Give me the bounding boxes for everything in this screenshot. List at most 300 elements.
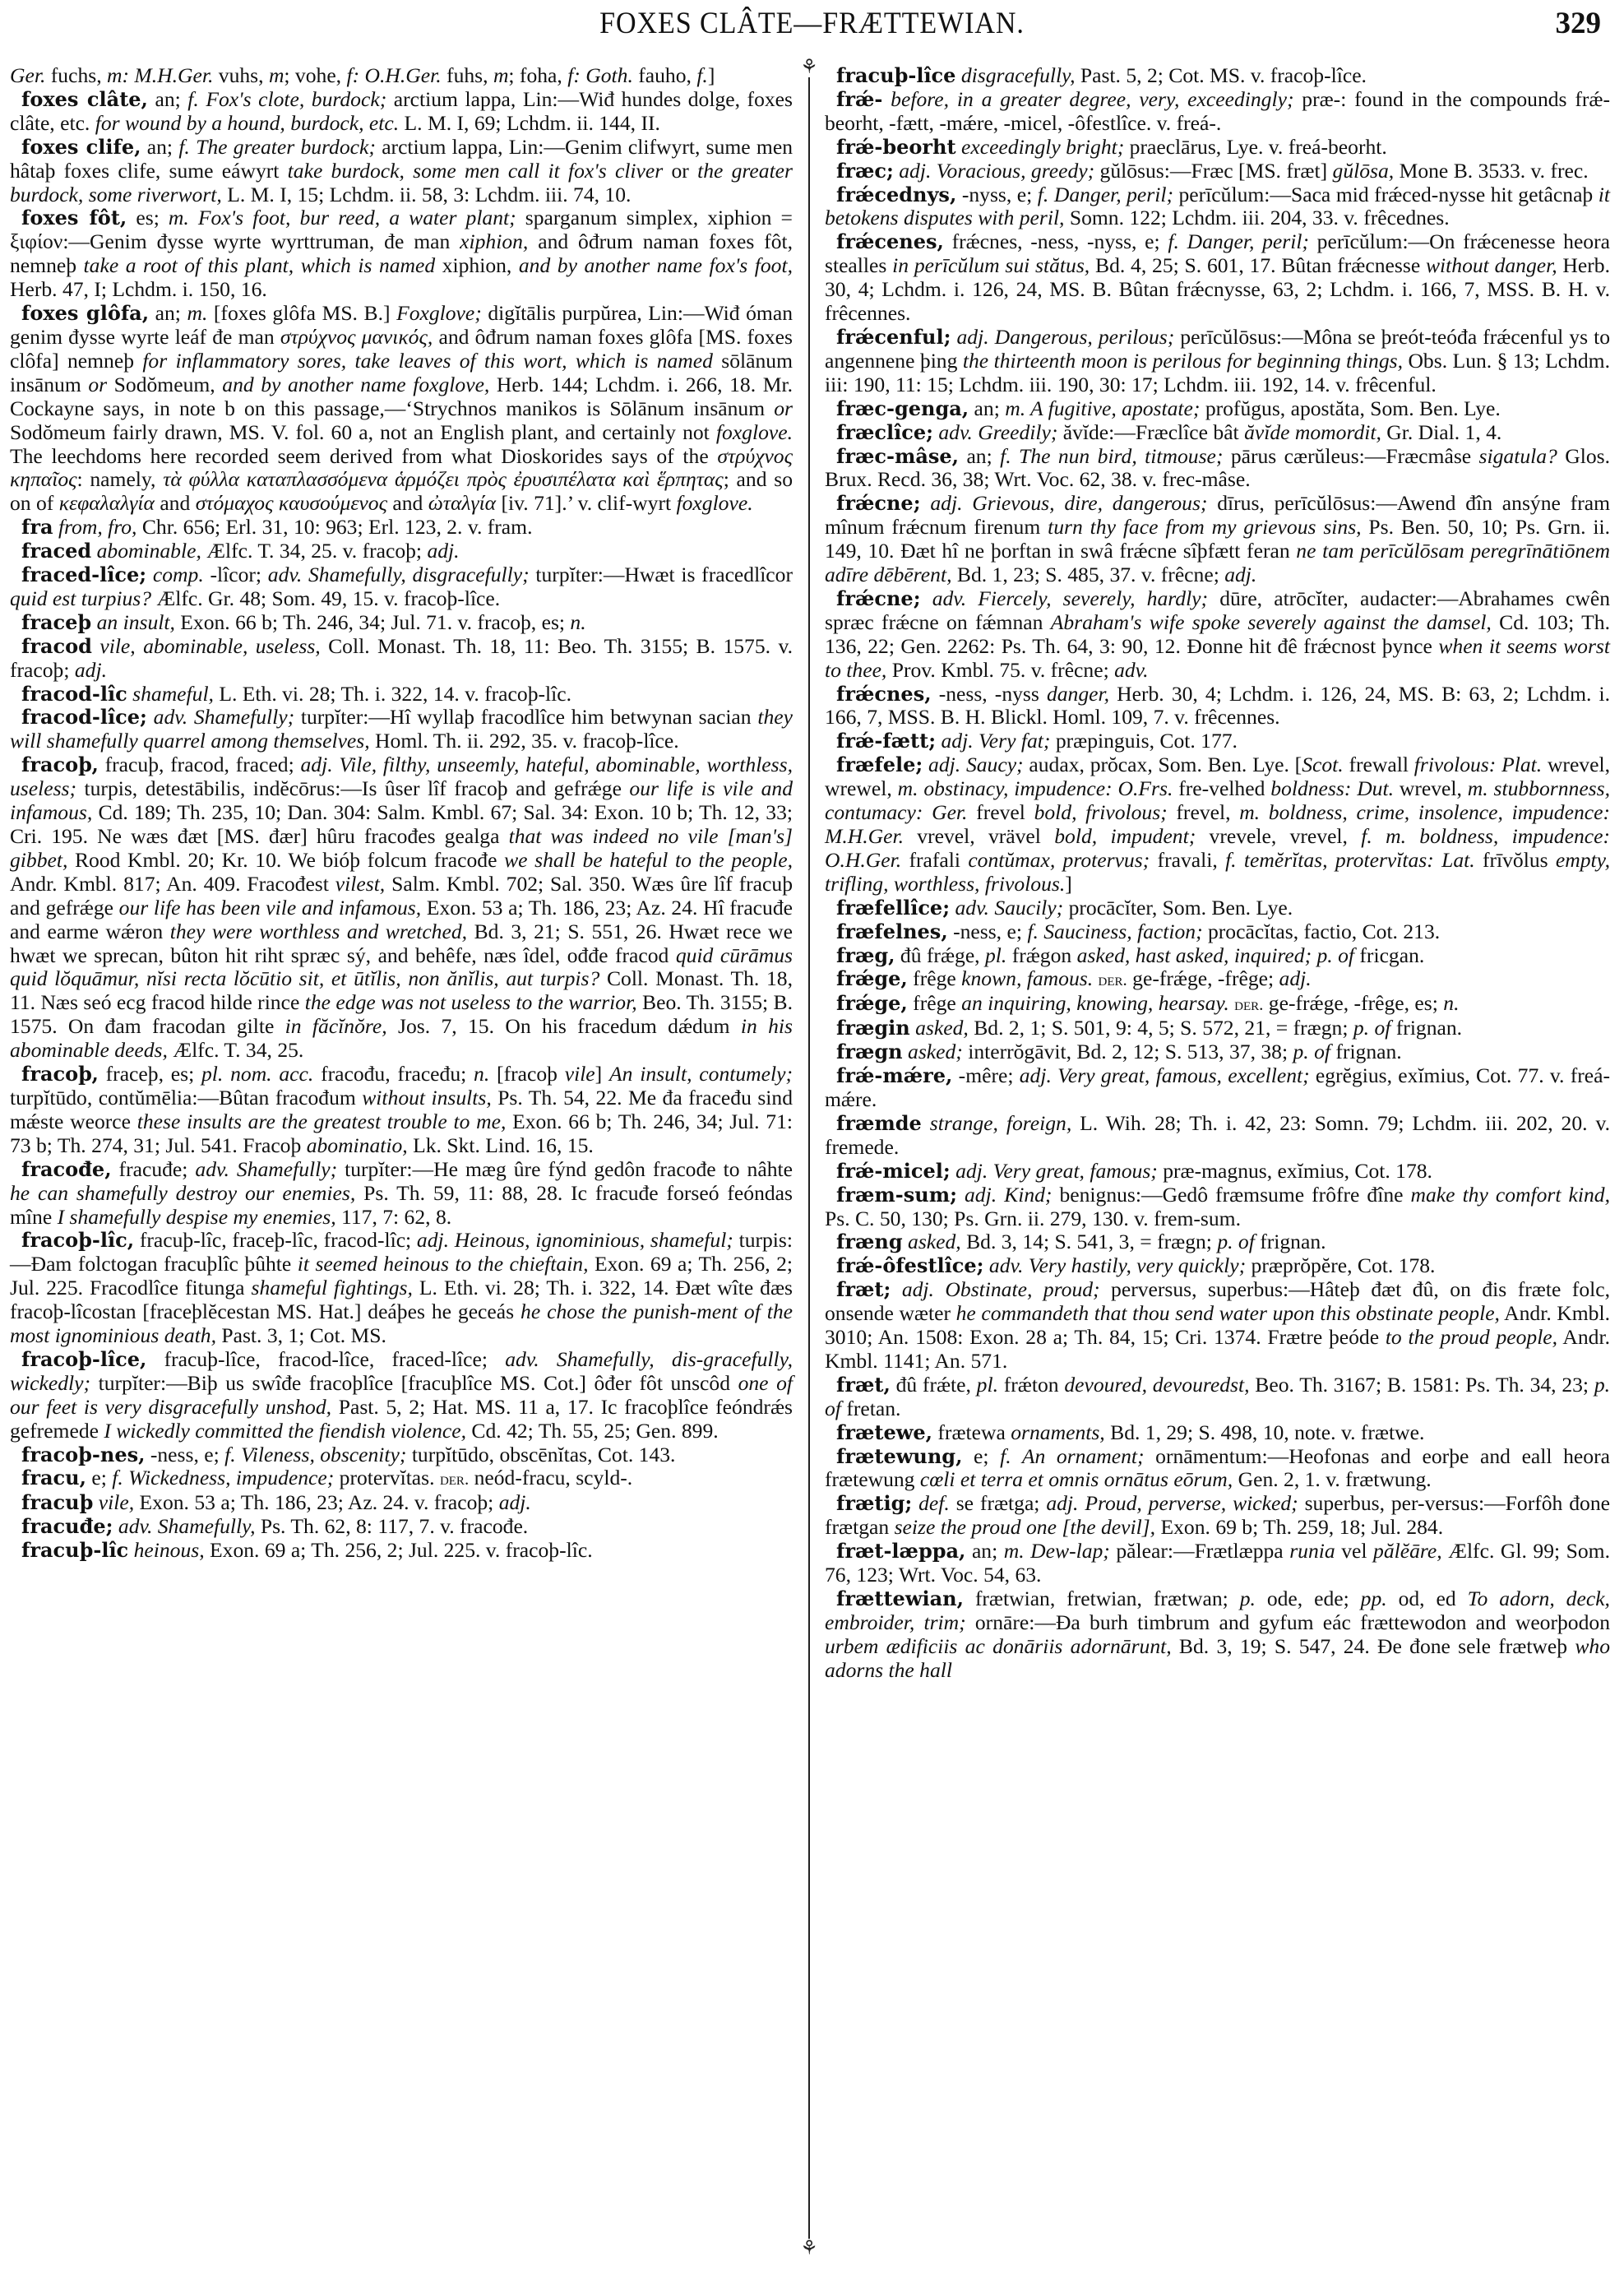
entry-italic-text: strange, foreign, [929, 1110, 1072, 1135]
column-right [825, 64, 1610, 1683]
entry-text: frevel, [1167, 800, 1240, 825]
entry-headword: frǽ-ôfestlîce; [836, 1253, 984, 1278]
entry-text: đû frǽte, [890, 1372, 977, 1397]
entry-text: frêge [907, 991, 962, 1016]
page-header [0, 3, 1624, 44]
entry-text: Cd. 42; Th. 55, 25; Gen. 899. [466, 1418, 719, 1443]
entry-text: Exon. 53 a; Th. 186, 23; Az. 24. Hî fracuđe and earme wǽron [10, 895, 793, 943]
entry-text: 117, 7: 62, 8. [335, 1204, 452, 1229]
entry-text: Ælfc. T. 34, 25. v. fracoþ; [201, 539, 428, 563]
entry-text: L. Eth. vi. 28; Th. i. 322, 14. v. fracoþ-lîc. [213, 681, 571, 706]
entry-text: Coll. Monast. Th. 18, 11: Beo. Th. 3155; B. 1575. v. fracoþ; [10, 633, 793, 682]
entry-text: sparganum simplex, xiphion = ξιφίον:—Genim đysse wyrte wyrttruman, đe man [10, 206, 793, 254]
entry-text: e; [86, 1466, 113, 1490]
entry-italic-text: adj. Vile, filthy, unseemly, hateful, abominable, worthless, useless; [10, 753, 793, 801]
dictionary-entry [10, 1491, 793, 1515]
entry-text: wrevel, wrewel, [825, 753, 1610, 801]
entry-italic-text: gŭlōsa, [1332, 158, 1395, 183]
entry-text: [iv. 71].’ v. clif-wyrt [496, 491, 677, 516]
entry-headword: fræc-genga, [836, 396, 969, 420]
entry-italic-text: asked; [908, 1040, 963, 1064]
entry-text: đû frǽge, [895, 943, 985, 967]
entry-text: -ness, -nyss [931, 681, 1047, 706]
dictionary-entry [10, 1229, 793, 1348]
entry-text: ; vohe, [284, 63, 347, 87]
column-divider [808, 71, 810, 2252]
entry-text: Herb. 47, I; Lchdm. i. 150, 16. [10, 277, 267, 302]
entry-headword: frǽcenful; [836, 324, 951, 349]
entry-text: L. Eth. vi. 28; Th. i. 322, 14. Đæt wîte đæs fracoþ-lîcostan [fraceþlĕcestan MS. Hat.] deáþes he geceás [10, 1276, 793, 1324]
entry-text: Exon. 69 b; Th. 259, 18; Jul. 284. [1155, 1515, 1444, 1540]
entry-headword: fræg, [836, 943, 895, 967]
entry-text: fracuþ-lîce, fracod-lîce, fraced-lîce; [146, 1346, 506, 1371]
entry-italic-text: pl. nom. acc. [201, 1062, 314, 1086]
entry-text: Bd. 3, 19; S. 547, 24. Đe đone sele frætweþ [1171, 1633, 1575, 1658]
entry-italic-text: they were worthless and wretched, [169, 919, 468, 943]
entry-text: Andr. Kmbl. 1141; An. 571. [825, 1325, 1610, 1373]
entry-text: frīvŏlus [1474, 847, 1556, 872]
dictionary-entry [10, 635, 793, 683]
entry-headword: frǽ-fætt; [836, 729, 937, 753]
entry-italic-text: pălĕāre, [1373, 1539, 1442, 1564]
entry-text: ; and so on of [10, 467, 793, 516]
entry-text: Bd. 3, 21; S. 551, 26. Hwæt rece we hwæt we sprecan, bûton hit riht spræc sý, and behêfe, næs îdel, ođđe fracod [10, 919, 793, 967]
entry-text: Somn. 122; Lchdm. iii. 204, 33. v. frêcednes. [1064, 206, 1450, 230]
dictionary-entry [825, 445, 1610, 493]
entry-text: Ælfc. Gl. 99; Som. 76, 123; Wrt. Voc. 54, 63. [825, 1539, 1610, 1587]
entry-text: Bd. 2, 1; S. 501, 9: 4, 5; S. 572, 21, = frægn; [968, 1016, 1353, 1040]
entry-italic-text: adj. Dangerous, perilous; [956, 324, 1175, 349]
entry-italic-text: before, in a greater degree, very, exceedingly; [891, 86, 1294, 111]
entry-italic-text: f. Vileness, obscenity; [224, 1442, 407, 1466]
entry-italic-text: f. Sauciness, faction; [1027, 919, 1203, 943]
entry-headword: fræt, [836, 1372, 891, 1397]
entry-text [882, 87, 891, 111]
entry-text: Exon. 69 a; Th. 256, 2; Jul. 225. Fracodlîce fitunga [10, 1252, 793, 1300]
entry-italic-text: in his abominable deeds, [10, 1014, 793, 1063]
entry-italic-text: without insults, [362, 1085, 492, 1110]
entry-text: Beo. Th. 3167; B. 1581: Ps. Th. 34, 23; [1249, 1372, 1594, 1397]
entry-italic-text: adj. Grievous, dire, dangerous; [930, 491, 1208, 516]
entry-italic-text: an insult, [96, 609, 175, 634]
entry-italic-text: comp. [152, 563, 204, 587]
entry-text: præ-: found in the compounds frǽ-beorht, -fætt, -mǽre, -micel, -ôfestlîce. v. freá-. [825, 86, 1610, 135]
entry-italic-text: foxglove. [676, 491, 753, 516]
entry-italic-text: Abraham's wife spoke severely against the damsel, [1050, 609, 1492, 634]
entry-italic-text: asked, [915, 1016, 969, 1040]
entry-italic-text: in perīcŭlum sui stătus, [892, 253, 1090, 278]
entry-italic-text: f. [696, 63, 708, 87]
entry-headword: fræng [836, 1230, 903, 1254]
entry-text: ] [595, 1062, 609, 1086]
entry-text: Ælfc. Gr. 48; Som. 49, 15. v. fracoþ-lîce. [151, 586, 501, 610]
entry-text [921, 491, 931, 515]
entry-headword: frǽ-mǽre, [836, 1063, 953, 1088]
entry-text: fre-velhed [1173, 776, 1271, 801]
entry-text: fricgan. [1354, 943, 1425, 967]
entry-text: Bd. 3, 14; S. 541, 3, = frægn; [960, 1230, 1218, 1254]
entry-headword: frǽ-beorht [836, 134, 956, 159]
entry-italic-text: adj. [74, 657, 107, 682]
dictionary-entry [825, 183, 1610, 231]
entry-italic-text: Ger. [10, 63, 46, 87]
entry-text: perīcŭlōsus:—Môna se þreót-teóđa frǽcenful ys to angennene þing [825, 324, 1610, 373]
entry-italic-text: foxglove. [715, 419, 793, 444]
dictionary-entry [825, 1184, 1610, 1231]
entry-italic-text: take a root of this plant, which is named [83, 253, 436, 278]
dictionary-entry [10, 136, 793, 207]
entry-text [922, 1111, 930, 1135]
entry-italic-text: κεφαλαλγία [58, 491, 155, 516]
entry-headword: fracođe, [21, 1156, 112, 1181]
entry-headword: fræm-sum; [836, 1182, 957, 1207]
dictionary-entry [10, 1515, 793, 1539]
entry-italic-text: m. A fugitive, apostate; [1005, 396, 1201, 420]
entry-italic-text: vilest, [335, 871, 386, 896]
ornament-icon: ⚘ [800, 57, 818, 78]
dictionary-entry [825, 730, 1610, 753]
entry-text: and ôđrum naman foxes glôfa [MS. foxes clôfa] nemneþ [10, 324, 793, 373]
entry-headword: frǽcne; [836, 586, 921, 610]
entry-italic-text: that was indeed no vile [man's] gibbet, [10, 824, 793, 872]
entry-small-caps-text: der. [439, 1469, 470, 1489]
entry-text: -lîcor; [203, 563, 268, 587]
entry-text: [foxes glôfa MS. B.] [207, 301, 397, 326]
entry-italic-text: p. of [825, 1372, 1611, 1420]
entry-text: Lk. Skt. Lind. 16, 15. [407, 1133, 594, 1157]
ornament-icon: ⚘ [800, 2238, 818, 2259]
entry-headword: fracoþ, [21, 1062, 99, 1086]
entry-text: turpis:—Đam folctogan fracuþlîc þûhte [10, 1228, 793, 1276]
entry-headword: fræc-mâse, [836, 443, 960, 468]
entry-text: fracuđe; [111, 1156, 196, 1181]
entry-text: frafali [901, 847, 969, 872]
entry-headword: frættewian, [836, 1587, 964, 1610]
entry-italic-text: frivolous: Plat. [1413, 753, 1543, 777]
entry-text: ăvĭde:—Fræclîce bât [1057, 419, 1245, 444]
entry-text: Andr. Kmbl. 817; An. 409. Fracođest [10, 871, 335, 896]
entry-headword: frætig; [836, 1491, 913, 1516]
entry-italic-text: adj. [1224, 563, 1257, 587]
entry-headword: frǽ- [836, 86, 883, 111]
dictionary-entry [825, 753, 1610, 896]
entry-headword: fracoþ, [21, 753, 99, 777]
dictionary-entry [825, 1492, 1610, 1540]
entry-italic-text: and by another name foxglove, [222, 372, 490, 396]
entry-headword: fracoþ-nes, [21, 1442, 146, 1466]
entry-text: Obs. Lun. § 13; Lchdm. iii: 190, 11: 15; Lchdm. iii. 190, 30: 17; Lchdm. iii. 192, 14. v. frêcenful. [825, 348, 1610, 396]
entry-italic-text: he chose the punish-ment of the most ignominious death, [10, 1299, 793, 1348]
entry-text: se frætga; [949, 1491, 1047, 1516]
entry-headword: frǽcne; [836, 491, 921, 516]
entry-text: ] [1065, 871, 1072, 896]
column-left [10, 64, 793, 1563]
entry-text: ge-frǽge, -frêge, es; [1263, 991, 1444, 1016]
entry-italic-text: take burdock, some men call it fox's cliver [287, 158, 664, 183]
entry-italic-text: pl. [976, 1372, 998, 1397]
entry-text: frevel [967, 800, 1034, 825]
entry-italic-text: seize the proud one [the devil], [894, 1515, 1156, 1540]
entry-headword: fracuđe; [21, 1514, 113, 1539]
entry-text: an; [141, 134, 179, 159]
dictionary-entry [825, 1040, 1610, 1064]
entry-italic-text: in făcĭnŏre, [285, 1014, 387, 1039]
entry-text: an; [959, 443, 1001, 468]
entry-italic-text: m. stubbornness, contumacy: Ger. [825, 776, 1610, 825]
entry-italic-text: abominatio, [306, 1133, 408, 1157]
entry-italic-text: he commandeth that thou send water upon this obstinate people, [955, 1301, 1500, 1326]
entry-text: turpĭter:—Biþ us swîđe fracoþlîce [fracuþlîce MS. Cot.] ôđer fôt unscôd [90, 1370, 738, 1395]
entry-text: Herb. 144; Lchdm. i. 266, 18. Mr. Cockayne says, in note b on this passage,—‘Strychnos manikos is Sōlānum insānum [10, 372, 793, 420]
entry-text: Homl. Th. ii. 292, 35. v. fracoþ-lîce. [369, 729, 679, 753]
dictionary-entry [10, 1063, 793, 1158]
entry-italic-text: ne tam perīcŭlōsam peregrīnātiōnem adīre dēbērent, [825, 539, 1611, 587]
entry-text: egrĕgius, exĭmius, Cot. 77. v. freá-mǽre. [825, 1063, 1610, 1111]
dictionary-entry [825, 1064, 1610, 1112]
entry-text: Salm. Kmbl. 702; Sal. 350. Wæs ûre lîf fracuþ and gefrǽge [10, 871, 793, 920]
entry-italic-text: ăvĭde momordit, [1244, 419, 1381, 444]
dictionary-entry [825, 896, 1610, 920]
entry-italic-text: adj. Voracious, greedy; [899, 158, 1095, 183]
entry-text: L. Wih. 28; Th. i. 42, 23: Somn. 79; Lchdm. iii. 202, 20. v. fremede. [825, 1110, 1610, 1159]
entry-headword: fracod-lîce; [21, 705, 147, 730]
entry-italic-text: runia [1289, 1539, 1335, 1564]
entry-italic-text: f: Goth. [567, 63, 633, 87]
entry-text [921, 586, 932, 610]
entry-headword: frǽcednys, [836, 182, 957, 206]
dictionary-entry [825, 136, 1610, 160]
entry-headword: fracu, [21, 1466, 86, 1490]
entry-italic-text: adj. Obstinate, proud; [901, 1277, 1100, 1302]
entry-text: procācĭtas, factio, Cot. 213. [1202, 919, 1441, 943]
entry-text: Herb. 30, 4; Lchdm. i. 126, 24, MS. B. Bûtan frǽcnysse, 63, 2; Lchdm. i. 166, 7, MSS. B. H. v. frêcennes. [825, 253, 1610, 326]
entry-italic-text: quid est turpius? [10, 586, 152, 610]
entry-italic-text: ὠταλγία [428, 491, 497, 516]
entry-text: and [386, 491, 428, 516]
entry-italic-text: sigatula? [1478, 443, 1557, 468]
entry-text: Past. 5, 2; Cot. MS. v. fracoþ-lîce. [1075, 63, 1367, 87]
entry-text: Exon. 53 a; Th. 186, 23; Az. 24. v. fracoþ; [134, 1490, 499, 1515]
page-number: 329 [1555, 7, 1601, 40]
entry-text: turpĭter:—Hî wyllaþ fracodlîce him betwynan sacian [294, 705, 758, 730]
entry-italic-text: adj. [498, 1490, 531, 1515]
entry-headword: frǽge, [836, 966, 908, 991]
entry-italic-text: adj. [427, 539, 460, 563]
entry-text: an; [147, 86, 188, 111]
entry-headword: frǽcenes, [836, 229, 944, 254]
entry-text: turpĭtūdo, contŭmēlia:—Bûtan fracođum [10, 1085, 363, 1110]
entry-text: benignus:—Gedô fræmsume frôfre đîne [1052, 1182, 1411, 1207]
entry-italic-text: for wound by a hound, burdock, etc. [95, 110, 400, 135]
entry-italic-text: heinous, [133, 1538, 205, 1563]
entry-text: fracođu, fraceđu; [313, 1062, 474, 1086]
entry-text: vel [1335, 1539, 1374, 1564]
entry-italic-text: abominable, [96, 539, 201, 563]
entry-text: præ-magnus, exĭmius, Cot. 178. [1157, 1158, 1432, 1183]
entry-text: perīcŭlum:—Saca mid frǽced-nysse hit getâcnaþ [1173, 182, 1599, 206]
dictionary-entry [825, 967, 1610, 992]
entry-text: and [154, 491, 196, 516]
entry-text [92, 634, 99, 658]
entry-italic-text: shameful, [132, 681, 214, 706]
entry-headword: fraced-lîce; [21, 563, 147, 587]
entry-headword: frǽcnes, [836, 681, 932, 706]
entry-italic-text: f. Danger, peril; [1037, 182, 1173, 206]
entry-italic-text: asked, hast asked, inquired; p. of [1076, 943, 1355, 967]
entry-italic-text: To adorn, deck, embroider, trim; [825, 1587, 1610, 1634]
entry-italic-text: f. The greater burdock; [178, 134, 376, 159]
entry-text: od, ed [1386, 1587, 1468, 1610]
entry-italic-text: f. Danger, peril; [1168, 229, 1309, 254]
entry-text [923, 753, 928, 776]
entry-italic-text: adv. [1114, 657, 1149, 682]
entry-italic-text: adj. Saucy; [928, 753, 1024, 777]
entry-headword: fræfelnes, [836, 919, 948, 943]
entry-headword: fracuþ-lîce [836, 63, 956, 87]
entry-text: interrŏgāvit, Bd. 2, 12; S. 513, 37, 38; [962, 1040, 1293, 1064]
entry-text: dūre, atrōcĭter, audacter:—Abrahames cwên spræc frǽcne on fǽmnan [825, 586, 1610, 634]
entry-text: fretan. [840, 1396, 901, 1420]
entry-italic-text: adv. Shamefully; [195, 1156, 338, 1181]
entry-text: ornāmentum:—Heofonas and eorþe and eall heora frætewung [825, 1443, 1610, 1492]
dictionary-entry [10, 516, 793, 540]
entry-italic-text: m. boldness, crime, insolence, impudence: M.H.Ger. [825, 800, 1610, 848]
entry-italic-text: adj. Heinous, ignominious, shameful; [416, 1228, 733, 1253]
dictionary-entry [10, 753, 793, 1063]
entry-text: Jos. 7, 15. On his fracedum dǽdum [386, 1014, 741, 1039]
entry-italic-text: turn thy face from my grievous sins, [1048, 515, 1362, 540]
entry-italic-text: f. Fox's clote, burdock; [187, 86, 387, 111]
entry-italic-text: f. m. boldness, impudence: O.H.Ger. [825, 824, 1610, 872]
dictionary-entry [825, 1540, 1610, 1587]
entry-headword: fræt-læppa, [836, 1539, 966, 1564]
entry-italic-text: our life has been vile and infamous, [118, 895, 422, 920]
entry-italic-text: the thirteenth moon is perilous for beginning things, [962, 348, 1403, 373]
entry-italic-text: devoured, devouredst, [1064, 1372, 1250, 1397]
entry-text: -mêre; [952, 1063, 1020, 1088]
entry-text: Chr. 656; Erl. 31, 10: 963; Erl. 123, 2. v. fram. [136, 515, 533, 540]
entry-italic-text: or [774, 396, 793, 420]
entry-text [146, 563, 153, 586]
entry-italic-text: these insults are the greatest trouble to me, [136, 1109, 507, 1133]
entry-text: Gen. 2, 1. v. frætwung. [1233, 1467, 1432, 1492]
entry-text: Ælfc. T. 34, 25. [167, 1038, 304, 1063]
entry-italic-text: adv. Fiercely, severely, hardly; [932, 586, 1209, 610]
entry-text: frêge [907, 966, 962, 991]
entry-italic-text: f. Wickedness, impudence; [112, 1466, 335, 1490]
entry-text: and ôđrum naman foxes fôt, nemneþ [10, 229, 793, 278]
dictionary-entry [825, 587, 1610, 683]
entry-italic-text: our life is vile and infamous, [10, 776, 793, 825]
entry-text: arctium lappa, Lin:—Genim clifwyrt, sume men hâtaþ foxes clife, sume eáwyrt [10, 134, 793, 183]
entry-italic-text: exceedingly bright; [960, 134, 1125, 159]
entry-text: frætwian, fretwian, frætwan; [963, 1587, 1240, 1610]
entry-text: -ness, e; [947, 919, 1028, 943]
entry-text: : namely, [76, 467, 164, 492]
entry-italic-text: p. of [1293, 1040, 1330, 1064]
entry-text: audax, prŏcax, Som. Ben. Lye. [ [1023, 753, 1302, 777]
entry-text: Glos. Brux. Recd. 36, 38; Wrt. Voc. 62, 38. v. frec-mâse. [825, 443, 1610, 492]
dictionary-entry [10, 563, 793, 611]
entry-italic-text: adv. Saucily; [955, 895, 1064, 920]
entry-italic-text: m. Dew-lap; [1003, 1539, 1110, 1564]
entry-text: [fracoþ [489, 1062, 565, 1086]
entry-text: fracuþ-lîc, fraceþ-lîc, fracod-lîc; [134, 1228, 417, 1253]
entry-text: Ps. Th. 54, 22. Me đa fraceđu sind mǽste weorce [10, 1085, 793, 1133]
entry-italic-text: ornaments, [1011, 1420, 1105, 1444]
entry-headword: fræmde [836, 1110, 922, 1135]
entry-text: L. M. I, 15; Lchdm. ii. 58, 3: Lchdm. iii. 74, 10. [221, 182, 632, 206]
entry-text: -nyss, e; [956, 182, 1038, 206]
entry-headword: fræfele; [836, 753, 923, 777]
entry-italic-text: boldness: Dut. [1270, 776, 1394, 801]
entry-italic-text: vile, [98, 1490, 135, 1515]
entry-italic-text: known, famous. [961, 966, 1094, 991]
entry-italic-text: adv. Shamefully, dis-gracefully, wickedly; [10, 1346, 793, 1395]
entry-text [891, 1277, 902, 1301]
entry-italic-text: from, fro, [58, 515, 137, 540]
entry-italic-text: who adorns the hall [825, 1633, 1610, 1682]
entry-italic-text: n. [570, 609, 586, 634]
entry-italic-text: adj. Very great, famous; [955, 1158, 1158, 1183]
entry-text [912, 1491, 918, 1515]
dictionary-entry [825, 1278, 1610, 1374]
entry-small-caps-text: der. [1098, 970, 1127, 990]
entry-text: wrevel, [1394, 776, 1468, 801]
entry-text: an; [965, 1539, 1004, 1564]
entry-italic-text: or [88, 372, 108, 396]
entry-italic-text: xiphion, [460, 229, 529, 254]
entry-text: L. M. I, 69; Lchdm. ii. 144, II. [399, 110, 660, 135]
dictionary-entry [825, 1445, 1610, 1493]
entry-text: fracuþ, fracod, fraced; [98, 753, 301, 777]
dictionary-entry [825, 326, 1610, 397]
entry-text: turpĭter:—Hwæt is fracedlîcor [529, 563, 793, 587]
entry-italic-text: adv. Shamefully, [118, 1514, 256, 1539]
entry-italic-text: danger, [1046, 681, 1110, 706]
entry-italic-text: τὰ φύλλα καταπλασσόμενα ἁρμόζει πρὸς ἐρυσιπέλατα καὶ ἕρπητας [163, 467, 724, 492]
entry-italic-text: for inflammatory sores, take leaves of this wort, which is named [142, 348, 713, 373]
entry-text: pălear:—Frætlæppa [1109, 1539, 1290, 1564]
entry-italic-text: m. obstinacy, impudence: O.Frs. [897, 776, 1173, 801]
entry-text: frignan. [1254, 1230, 1326, 1254]
dictionary-entry [825, 1587, 1610, 1683]
dictionary-entry [10, 64, 793, 88]
entry-text: frǽcnes, -ness, -nyss, e; [943, 229, 1168, 254]
entry-headword: frægn [836, 1040, 903, 1064]
dictionary-entry [10, 206, 793, 302]
entry-italic-text: vile [564, 1062, 595, 1086]
entry-text: fuchs, [45, 63, 108, 87]
entry-italic-text: adj. [1279, 966, 1312, 991]
entry-text: Ps. Ben. 50, 10; Ps. Grn. ii. 149, 10. Đæt hî ne þorftan in swâ frǽcne sîþfætt feran [825, 515, 1611, 563]
entry-text: dīrus, perīcŭlōsus:—Awend đîn ansýne fram mînum frǽcnum firenum [825, 491, 1610, 540]
entry-italic-text: and by another name fox's foot, [518, 253, 793, 278]
entry-text: -ness, e; [145, 1442, 225, 1466]
entry-text: præpinguis, Cot. 177. [1050, 729, 1238, 753]
dictionary-entry [10, 302, 793, 516]
entry-text: Past. 5, 2; Hat. MS. 11 a, 17. Ic fracoþlîce feóndrǽs gefremede [10, 1394, 793, 1443]
entry-text: Exon. 66 b; Th. 246, 34; Jul. 71. v. fracoþ, es; [174, 609, 571, 634]
entry-text [957, 1183, 965, 1207]
dictionary-entry [825, 64, 1610, 88]
entry-text: gŭlōsus:—Fræc [MS. fræt] [1094, 158, 1333, 183]
entry-text: Ps. Th. 59, 11: 88, 28. Ic fracuđe forseó feóndas mîne [10, 1180, 793, 1229]
dictionary-entry [825, 944, 1610, 968]
entry-italic-text: disgracefully, [960, 63, 1076, 87]
dictionary-entry [825, 160, 1610, 183]
entry-italic-text: p. of [1353, 1016, 1391, 1040]
